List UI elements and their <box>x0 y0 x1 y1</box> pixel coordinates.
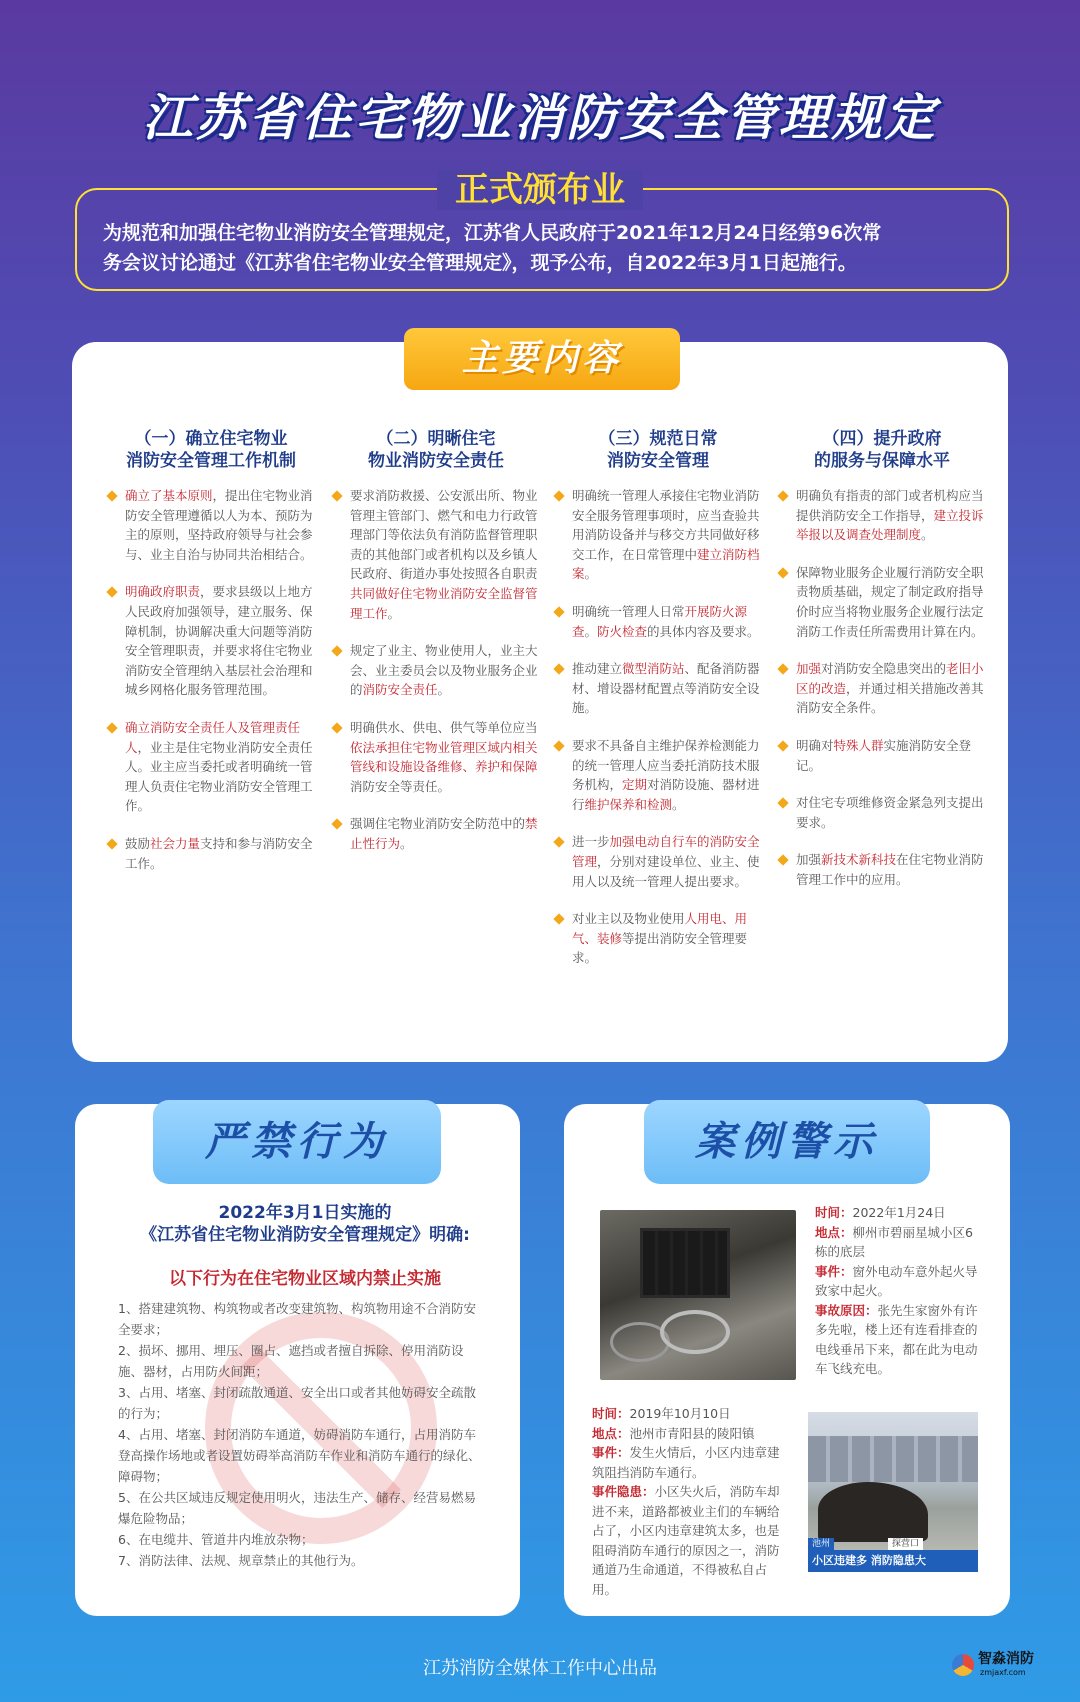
column-heading <box>776 428 988 472</box>
column-heading-line: （二）明晰住宅 <box>376 429 496 449</box>
logo-url: zmjaxf.com <box>980 1668 1026 1677</box>
diamond-bullet-icon <box>553 663 564 674</box>
building-facade <box>808 1436 978 1482</box>
list-item <box>776 563 988 641</box>
photo-caption: 小区违建多 消防隐患大 <box>808 1550 978 1572</box>
diamond-bullet-icon <box>106 838 117 849</box>
diamond-bullet-icon <box>777 490 788 501</box>
column-heading-line: 的服务与保障水平 <box>814 451 950 471</box>
column-list <box>552 486 764 968</box>
body-text: 明确统一管理人承接住宅物业消防安全服务管理事项时，应当查验共用消防设备并与移交方共同做好移交工作，在日常管理中 <box>572 488 760 562</box>
body-text: 在住宅物业消防管理工作中的应用。 <box>796 852 984 887</box>
debris-pile <box>818 1482 928 1542</box>
case1-text <box>815 1203 983 1379</box>
diamond-bullet-icon <box>777 855 788 866</box>
case1-reason: 事故原因：张先生家窗外有许多先啦，楼上还有连看排查的电线垂吊下来，都在此为电动车飞线充电。 <box>815 1302 978 1376</box>
highlight-text: 老旧小区的改造 <box>796 661 984 696</box>
ban-heading-1: 2022年3月1日实施的 <box>218 1203 392 1223</box>
highlight-text: 新技术新科技 <box>821 852 897 868</box>
highlight-text: 共同做好住宅物业消防安全监督管理工作 <box>350 585 538 621</box>
diamond-bullet-icon <box>553 490 564 501</box>
body-text: 规定了业主、物业使用人，业主大会、业主委员会以及物业服务企业的 <box>350 643 538 698</box>
list-item <box>552 832 764 891</box>
diamond-bullet-icon <box>331 645 342 656</box>
case2-reason: 事件隐患：小区失火后，消防车却进不来，道路都被业主们的车辆给占了，小区内违章建筑太多，也是阻碍消防车通行的原因之一，消防通道乃生命通道，不得被私自占用。 <box>592 1484 780 1597</box>
subtitle-text: 正式颁布业 <box>437 170 643 210</box>
highlight-text: 确立消防安全责任人及管理责任人 <box>125 719 301 755</box>
diamond-bullet-icon <box>553 740 564 751</box>
list-item <box>776 793 988 832</box>
column-heading <box>105 428 317 472</box>
ban-item: 6、在电缆井、管道井内堆放杂物； <box>118 1532 314 1547</box>
column-2 <box>330 428 542 872</box>
body-text: 进一步 <box>572 834 610 850</box>
diamond-bullet-icon <box>106 490 117 501</box>
highlight-text: 微型消防站 <box>622 661 685 677</box>
brand-logo <box>952 1648 1044 1682</box>
case1-time: 时间：2022年1月24日 <box>815 1205 946 1220</box>
column-heading-line: 消防安全管理工作机制 <box>126 451 296 471</box>
highlight-text: 维护保养和检测 <box>584 796 673 812</box>
ban-item: 3、占用、堵塞、封闭疏散通道、安全出口或者其他妨碍安全疏散的行为； <box>118 1385 476 1421</box>
main-content-tab: 主要内容 <box>404 328 680 390</box>
highlight-text: 禁止性行为 <box>350 816 538 851</box>
ban-heading-3: 以下行为在住宅物业区域内禁止实施 <box>169 1269 441 1289</box>
diamond-bullet-icon <box>777 567 788 578</box>
diamond-bullet-icon <box>553 606 564 617</box>
body-text: 。 <box>584 623 598 639</box>
diamond-bullet-icon <box>106 587 117 598</box>
ban-item: 2、损坏、挪用、埋压、圈占、遮挡或者擅自拆除、停用消防设施、器材，占用防火间距； <box>118 1343 464 1379</box>
body-text: 。 <box>921 527 934 543</box>
highlight-text: 依法承担住宅物业管理区域内相关管线和设施设备维修、养护和保障 <box>350 739 538 775</box>
highlight-text: 特殊人群 <box>833 737 884 753</box>
list-item <box>552 736 764 814</box>
body-text: 。 <box>437 682 451 698</box>
ban-item: 4、占用、堵塞、封闭消防车通道，妨碍消防车通行，占用消防车登高操作场地或者设置妨碍举高消防车作业和消防车通行的绿化、障碍物； <box>118 1427 481 1484</box>
body-text: ，提出住宅物业消防安全管理遵循以人为本、预防为主的原则，坚持政府领导与社会参与、业主自治与协同共治相结合。 <box>125 488 313 562</box>
diamond-bullet-icon <box>777 663 788 674</box>
list-item <box>776 486 988 545</box>
list-item <box>330 718 542 796</box>
body-text: 等提出消防安全管理要求。 <box>572 930 748 966</box>
burnt-bike-wheel <box>660 1310 730 1354</box>
body-text: 保障物业服务企业履行消防安全职责物质基础，规定了制定政府指导价时应当将物业服务企业履行法定消防工作责任所需费用计算在内。 <box>796 564 984 639</box>
diamond-bullet-icon <box>553 837 564 848</box>
list-item <box>330 641 542 700</box>
highlight-text: 社会力量 <box>150 835 201 851</box>
list-item <box>105 582 317 700</box>
diamond-bullet-icon <box>553 913 564 924</box>
case2-event: 事件：发生火情后，小区内违章建筑阻挡消防车通行。 <box>592 1445 780 1480</box>
body-text: 要求不具备自主维护保养检测能力的统一管理人应当委托消防技术服务机构， <box>572 737 760 793</box>
ban-item: 1、搭建建筑物、构筑物或者改变建筑物、构筑物用途不合消防安全要求； <box>118 1301 476 1337</box>
body-text: ，要求县级以上地方人民政府加强领导，建立服务、保障机制，协调解决重大问题等消防安全管理职责，并要求将住宅物业消防安全管理纳入基层社会治理和城乡网格化服务管理范围。 <box>125 584 313 698</box>
column-heading-line: （四）提升政府 <box>822 429 942 449</box>
body-text: 鼓励 <box>125 835 151 851</box>
body-text: 对消防安全隐患突出的 <box>821 661 947 677</box>
case1-place: 地点：柳州市碧丽星城小区6栋的底层 <box>815 1224 973 1259</box>
column-heading-line: （一）确立住宅物业 <box>134 429 288 449</box>
highlight-text: 消防安全责任 <box>362 682 438 698</box>
column-heading-line: 物业消防安全责任 <box>368 451 504 471</box>
highlight-text: 建立消防档案 <box>572 546 760 582</box>
logo-mark-icon <box>952 1654 974 1676</box>
highlight-text: 建立投诉举报以及调查处理制度 <box>796 507 984 543</box>
body-text: 。 <box>584 566 598 582</box>
column-list <box>330 486 542 854</box>
case1-event: 事件：窗外电动车意外起火导致家中起火。 <box>815 1263 978 1298</box>
body-text: 明确负有指责的部门或者机构应当提供消防安全工作指导， <box>796 488 984 523</box>
ban-tab: 严禁行为 <box>153 1100 441 1184</box>
column-list <box>105 486 317 873</box>
body-text: ，分别对建设单位、业主、使用人以及统一管理人提出要求。 <box>572 853 760 889</box>
body-text: 消防安全等责任。 <box>350 778 451 794</box>
list-item <box>552 909 764 968</box>
body-text: 推动建立 <box>572 661 623 677</box>
list-item <box>105 486 317 564</box>
intro-line-2: 务会议讨论通过《江苏省住宅物业安全管理规定》，现予公布，自2022年3月1日起施行。 <box>103 252 857 274</box>
highlight-text: 人用电、用气、装修 <box>572 911 748 946</box>
column-heading <box>552 428 764 472</box>
body-text: 实施消防安全登记。 <box>796 737 972 773</box>
highlight-text: 确立了基本原则 <box>125 488 213 503</box>
list-item <box>776 850 988 889</box>
footer-credit: 江苏消防全媒体工作中心出品 <box>423 1658 657 1679</box>
body-text: 对住宅专项维修资金紧急列支提出要求。 <box>796 795 984 830</box>
diamond-bullet-icon <box>331 722 342 733</box>
body-text: 对业主以及物业使用 <box>572 911 685 927</box>
highlight-text: 明确政府职责 <box>125 584 201 600</box>
list-item <box>105 718 317 816</box>
body-text: 加强 <box>796 852 822 868</box>
body-text: 明确统一管理人日常 <box>572 603 685 619</box>
highlight-text: 防火检查 <box>597 623 648 639</box>
diamond-bullet-icon <box>777 797 788 808</box>
column-heading-line: 消防安全管理 <box>607 451 709 471</box>
case2-text <box>592 1404 788 1599</box>
body-text: ，并通过相关措施改善其消防安全条件。 <box>796 680 984 716</box>
intro-line-1: 为规范和加强住宅物业消防安全管理规定，江苏省人民政府于2021年12月24日经第96次常 <box>103 222 882 244</box>
body-text: 强调住宅物业消防安全防范中的 <box>350 816 526 832</box>
ban-list <box>118 1298 488 1571</box>
column-heading <box>330 428 542 472</box>
logo-name: 智淼消防 <box>978 1651 1034 1667</box>
body-text: 。 <box>400 835 413 851</box>
column-list <box>776 486 988 890</box>
body-text: 、配备消防器材、增设器材配置点等消防安全设施。 <box>572 661 760 716</box>
ban-heading-2: 《江苏省住宅物业消防安全管理规定》明确: <box>140 1225 470 1245</box>
photo-location-tag: 池州 <box>808 1538 834 1550</box>
list-item <box>330 486 542 623</box>
case-tab: 案例警示 <box>644 1100 930 1184</box>
case1-photo <box>600 1210 796 1380</box>
diamond-bullet-icon <box>331 819 342 830</box>
diamond-bullet-icon <box>331 490 342 501</box>
list-item <box>552 486 764 584</box>
case2-time: 时间：2019年10月10日 <box>592 1406 731 1421</box>
list-item <box>552 659 764 718</box>
case2-photo <box>808 1412 978 1572</box>
body-text: ，业主是住宅物业消防安全责任人。业主应当委托或者明确统一管理人负责住宅物业消防安全管理工作。 <box>125 739 313 814</box>
page-title: 江苏省住宅物业消防安全管理规定 <box>142 89 938 147</box>
column-4 <box>776 428 988 908</box>
body-text: 要求消防救援、公安派出所、物业管理主管部门、燃气和电力行政管理部门等依法负有消防监督管理职责的其他部门或者机构以及乡镇人民政府、街道办事处按照各自职责 <box>350 488 538 582</box>
highlight-text: 开展防火源查 <box>572 603 748 639</box>
case2-place: 地点：池州市青阳县的陵阳镇 <box>592 1425 755 1441</box>
body-text: 支持和参与消防安全工作。 <box>125 835 313 871</box>
body-text: 明确对 <box>796 737 834 753</box>
column-3 <box>552 428 764 986</box>
list-item <box>776 659 988 718</box>
list-item <box>776 736 988 775</box>
list-item <box>330 814 542 853</box>
diamond-bullet-icon <box>106 722 117 733</box>
body-text: 。 <box>672 796 685 812</box>
body-text: 。 <box>387 605 401 621</box>
list-item <box>105 834 317 873</box>
highlight-text: 定期 <box>622 777 648 793</box>
highlight-text: 加强 <box>796 661 822 677</box>
ban-item: 7、消防法律、法规、规章禁止的其他行为。 <box>118 1553 364 1568</box>
ban-item: 5、在公共区域违反规定使用明火，违法生产、储存、经营易燃易爆危险物品； <box>118 1490 476 1526</box>
body-text: 对消防设施、器材进行 <box>572 777 760 812</box>
diamond-bullet-icon <box>777 740 788 751</box>
column-heading-line: （三）规范日常 <box>598 429 718 449</box>
body-text: 的具体内容及要求。 <box>647 623 760 639</box>
highlight-text: 加强电动自行车的消防安全管理 <box>572 834 760 869</box>
body-text: 明确供水、供电、供气等单位应当 <box>350 719 538 735</box>
column-1 <box>105 428 317 891</box>
list-item <box>552 602 764 641</box>
photo-program-tag: 探营口 <box>888 1538 923 1550</box>
burnt-window <box>640 1228 730 1298</box>
